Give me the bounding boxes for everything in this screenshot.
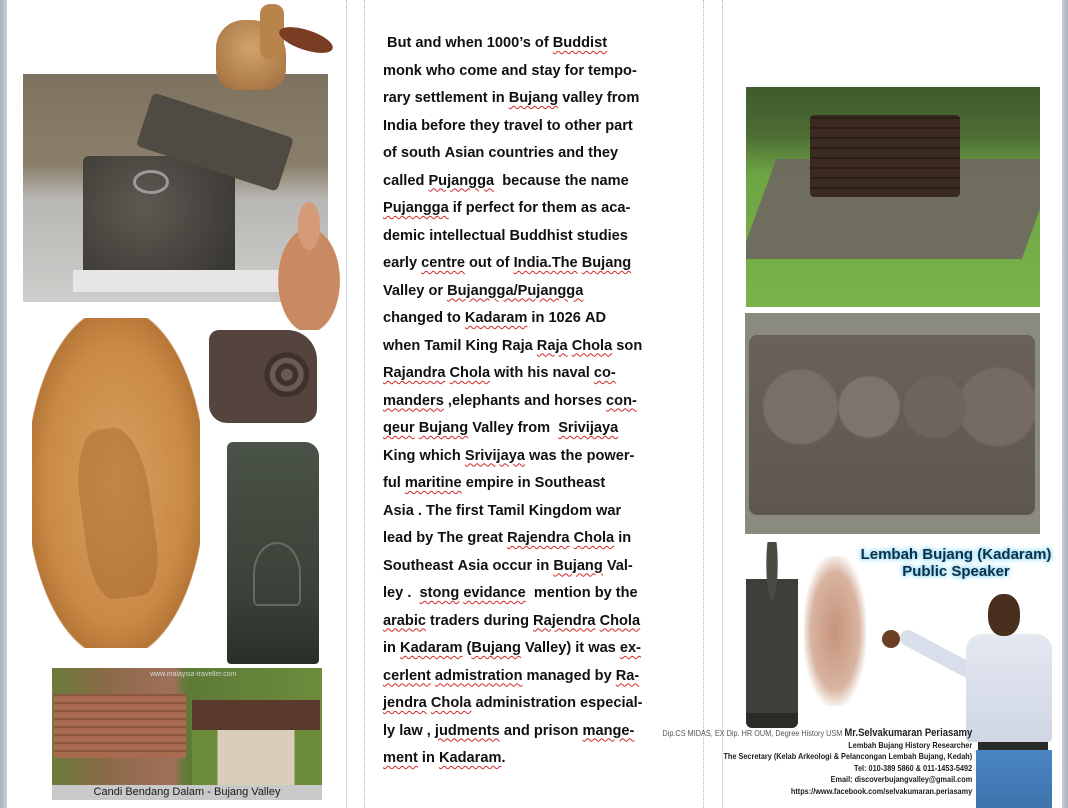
brick-shrine-photo[interactable]	[746, 87, 1040, 307]
spellcheck-word: centre	[421, 255, 465, 271]
body-line: ful maritine empire in Southeast	[383, 475, 606, 491]
spellcheck-word: evidance	[463, 585, 526, 601]
body-line: Rajandra Chola with his naval co-	[383, 365, 616, 381]
body-paragraph[interactable]	[383, 30, 679, 773]
body-line: manders ,elephants and horses con-	[383, 392, 637, 409]
spellcheck-word: Buddist	[552, 35, 608, 51]
spellcheck-word: co-	[593, 365, 616, 381]
spellcheck-word: mange-	[582, 722, 635, 739]
body-line: rary settlement in Bujang valley from	[383, 90, 640, 106]
spellcheck-word: Rajandra	[383, 365, 446, 381]
spellcheck-word: qeur	[383, 420, 415, 436]
spellcheck-word: Bujang	[471, 640, 521, 656]
body-line: Valley or Bujangga/Pujangga	[383, 282, 584, 299]
speaker-jeans	[976, 750, 1052, 808]
body-line: when Tamil King Raja Raja Chola son	[383, 337, 643, 354]
relief-dancer-image[interactable]	[32, 318, 200, 648]
temple-caption: Candi Bendang Dalam - Bujang Valley	[52, 785, 322, 800]
speaker-hand	[882, 630, 900, 648]
spellcheck-word: Srivijaya	[464, 447, 525, 464]
speaker-shirt	[966, 634, 1052, 742]
temple-path	[192, 730, 320, 785]
page-border-right	[1062, 0, 1068, 808]
credits-line-name	[662, 728, 972, 740]
display-base	[73, 270, 283, 292]
relief-faces-photo[interactable]	[745, 313, 1040, 534]
body-line: cerlent admistration managed by Ra-	[383, 667, 640, 684]
spellcheck-word: stong	[419, 585, 460, 601]
carved-fragment-image[interactable]	[209, 330, 317, 423]
spellcheck-word: arabic	[383, 612, 426, 629]
spellcheck-word: Pujangga	[383, 200, 449, 216]
spellcheck-word: Chola	[573, 530, 615, 546]
spellcheck-word: Bujangga/Pujangga	[447, 282, 584, 299]
body-line: of south Asian countries and they	[383, 145, 619, 161]
speaker-role: Lembah Bujang History Researcher	[848, 739, 972, 750]
body-line: Southeast Asia occur in Bujang Val-	[383, 557, 633, 574]
speaker-title-line1: Lembah Bujang (Kadaram)	[860, 546, 1052, 563]
spellcheck-word: jendra	[383, 695, 427, 711]
speaker-secretary: The Secretary (Kelab Arkeologi & Pelancongan Lembah Bujang, Kedah)	[723, 751, 972, 761]
body-line: monk who come and stay for tempo-	[383, 62, 637, 79]
speaker-head	[988, 594, 1020, 636]
body-line: ment in Kadaram.	[383, 750, 506, 766]
body-line: early centre out of India.The Bujang	[383, 255, 632, 271]
column-guide-3	[703, 0, 704, 808]
spellcheck-word: India.The	[513, 255, 578, 271]
temple-platform	[192, 700, 320, 730]
temple-photo[interactable]	[52, 668, 322, 785]
body-line: demic intellectual Buddhist studies	[383, 227, 628, 244]
speaker-credits	[662, 728, 972, 797]
spellcheck-word: Chola	[599, 612, 641, 629]
inscribed-stone-image[interactable]	[227, 442, 319, 664]
speaker-name: Mr.Selvakumaran Periasamy	[844, 727, 972, 739]
speaker-title	[856, 546, 1056, 580]
body-line: in Kadaram (Bujang Valley) it was ex-	[383, 640, 641, 656]
spellcheck-word: judments	[434, 722, 500, 739]
body-line: King which Srivijaya was the power-	[383, 447, 635, 464]
spellcheck-word: Bujang	[508, 90, 559, 106]
body-line: India before they travel to other part	[383, 117, 633, 134]
spellcheck-word: ment	[383, 750, 418, 766]
spellcheck-word: Kadaram	[438, 750, 502, 766]
spellcheck-word: Bujang	[418, 420, 469, 436]
horse-rider-statue-image[interactable]	[208, 0, 336, 104]
spellcheck-word: Bujang	[581, 255, 632, 271]
spellcheck-word: Ra-	[615, 667, 640, 684]
speaker-tel: Tel: 010-389 5860 & 011-1453-5492	[853, 762, 972, 773]
spellcheck-word: Kadaram	[400, 640, 463, 656]
body-line: But and when 1000’s of Buddist	[383, 35, 608, 51]
brick-shrine	[810, 115, 960, 197]
brick-ruin	[54, 694, 186, 758]
spellcheck-word: maritine	[404, 475, 462, 491]
spellcheck-word: Rajendra	[533, 612, 596, 629]
bronze-statue-image[interactable]	[746, 542, 798, 728]
body-line: ley . stong evidance mention by the	[383, 585, 638, 601]
speaker-qualifications: Dip.CS MIDAS, EX Dip. HR OUM, Degree History USM	[662, 728, 845, 738]
spellcheck-word: Pujangga	[428, 172, 495, 189]
spellcheck-word: Kadaram	[464, 310, 528, 326]
speaker-title-line2: Public Speaker	[902, 563, 1010, 580]
speaker-email[interactable]: Email: discoverbujangvalley@gmail.com	[830, 774, 972, 784]
spellcheck-word: admistration	[434, 667, 523, 684]
spellcheck-word: Srivijaya	[558, 420, 619, 436]
spellcheck-word: ex-	[619, 640, 641, 656]
body-line: called Pujangga because the name	[383, 172, 629, 189]
spellcheck-word: Chola	[430, 695, 472, 711]
body-line: jendra Chola administration especial-	[383, 695, 643, 711]
body-line: lead by The great Rajendra Chola in	[383, 530, 632, 546]
speaker-belt	[978, 742, 1048, 750]
spellcheck-word: Rajendra	[507, 530, 570, 546]
photo-watermark: www.malaysia-traveller.com	[150, 671, 237, 678]
body-line: Asia . The first Tamil Kingdom war	[383, 502, 622, 519]
spellcheck-word: Chola	[571, 337, 613, 354]
stone-box-ring	[133, 170, 169, 194]
relief-stone	[749, 335, 1035, 515]
column-guide-4	[722, 0, 723, 808]
spellcheck-word: manders	[383, 392, 444, 409]
spellcheck-word: con-	[606, 392, 637, 409]
spellcheck-word: Raja	[536, 337, 568, 354]
body-line: Pujangga if perfect for them as aca-	[383, 200, 631, 216]
body-line: qeur Bujang Valley from Srivijaya	[383, 420, 619, 436]
spellcheck-word: cerlent	[383, 667, 431, 684]
body-line: ly law , judments and prison mange-	[383, 722, 635, 739]
spellcheck-word: Chola	[449, 365, 491, 381]
speaker-facebook-link[interactable]: https://www.facebook.com/selvakumaran.periasamy	[790, 785, 972, 796]
column-guide-2	[364, 0, 365, 808]
body-line: arabic traders during Rajendra Chola	[383, 612, 641, 629]
column-guide-1	[346, 0, 347, 808]
page-border-left	[0, 0, 7, 808]
body-line: changed to Kadaram in 1026 AD	[383, 310, 607, 326]
seated-figure-image[interactable]	[261, 200, 357, 330]
spellcheck-word: Bujang	[553, 557, 603, 574]
